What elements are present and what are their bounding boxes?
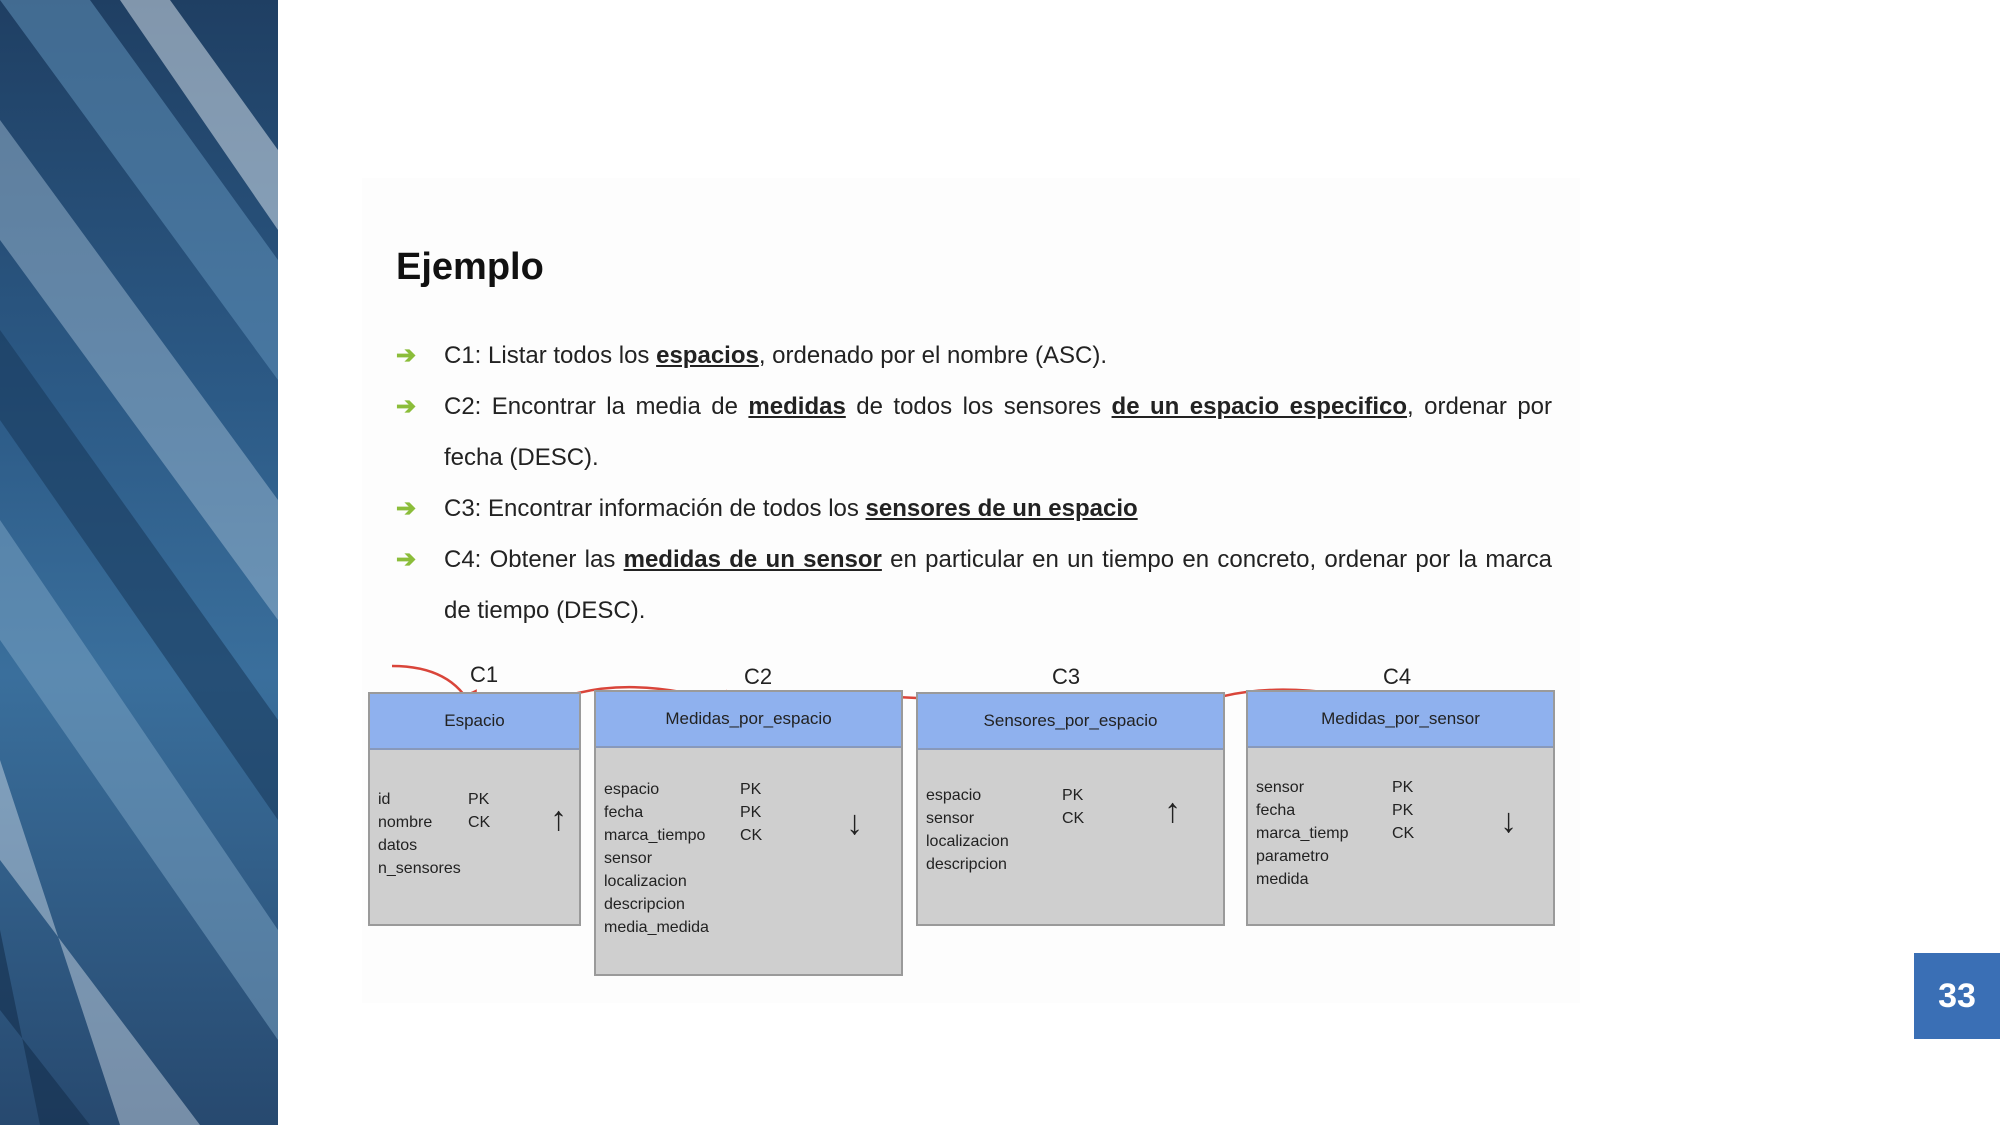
entity-medidas-por-sensor xyxy=(1246,690,1555,926)
sort-asc-icon: ↑ xyxy=(550,800,567,838)
entity-keys: PK PK CK xyxy=(740,781,763,844)
bullet-arrow-icon: ➔ xyxy=(396,495,417,522)
slide-content-image: Ejemplo ➔ C1: Listar todos los espacios, ordenado por el nombre (ASC). ➔ C2: Encontrar la media de medidas de todos los sensores de un espacio especifico, ordenar por fecha (DESC). ➔ C3: Encontrar información de todos los sensores de un espacio ➔ C4: Obtener las medidas de un sensor en particular en un tiempo en concreto, ordenar por la marca de tiempo (DESC). C1 C2 C3 C4 Espacio id nombre datos n_sensores PK CK ↑ Medidas_por_espacio espacio fecha marca_tiempo sensor localizacion descripcion media_medida PK PK CK ↓ Sensores_por_espacio espacio sensor localizacion descripcion PK CK ↑ Medidas_por_sensor sensor fecha marca_tiemp parametro medida PK PK CK ↓ xyxy=(362,178,1580,1003)
query-label-c4: C4 xyxy=(1383,664,1412,689)
entity-header: Medidas_por_sensor xyxy=(1248,692,1553,748)
bullet-arrow-icon: ➔ xyxy=(396,393,417,420)
query-label-c3: C3 xyxy=(1052,664,1081,689)
entity-fields: espacio fecha marca_tiempo sensor localizacion descripcion media_medida xyxy=(604,781,709,936)
query-label-c1: C1 xyxy=(470,662,499,687)
entity-sensores-por-espacio xyxy=(916,692,1225,926)
entity-fields: id nombre datos n_sensores xyxy=(378,791,461,877)
bullet-arrow-icon: ➔ xyxy=(396,546,417,573)
entity-medidas-por-espacio xyxy=(594,690,903,976)
decorative-stripes xyxy=(0,0,278,1125)
entity-espacio xyxy=(368,692,581,926)
entity-keys: PK PK CK xyxy=(1392,779,1415,842)
entity-fields: espacio sensor localizacion descripcion xyxy=(926,787,1009,873)
sort-desc-icon: ↓ xyxy=(1500,802,1517,840)
sort-asc-icon: ↑ xyxy=(1164,792,1181,830)
entity-fields: sensor fecha marca_tiemp parametro medida xyxy=(1256,779,1349,888)
decorative-photo-strip xyxy=(0,0,278,1125)
slide-title: Ejemplo xyxy=(396,246,544,288)
entity-header: Medidas_por_espacio xyxy=(596,692,901,748)
entity-header: Espacio xyxy=(370,694,579,750)
bullet-arrow-icon: ➔ xyxy=(396,342,417,369)
entity-keys: PK CK xyxy=(1062,787,1085,827)
entity-keys: PK CK xyxy=(468,791,491,831)
data-model-diagram xyxy=(362,656,1580,996)
page-number: 33 xyxy=(1914,953,2000,1039)
query-label-c2: C2 xyxy=(744,664,773,689)
entity-header: Sensores_por_espacio xyxy=(918,694,1223,750)
sort-desc-icon: ↓ xyxy=(846,804,863,842)
